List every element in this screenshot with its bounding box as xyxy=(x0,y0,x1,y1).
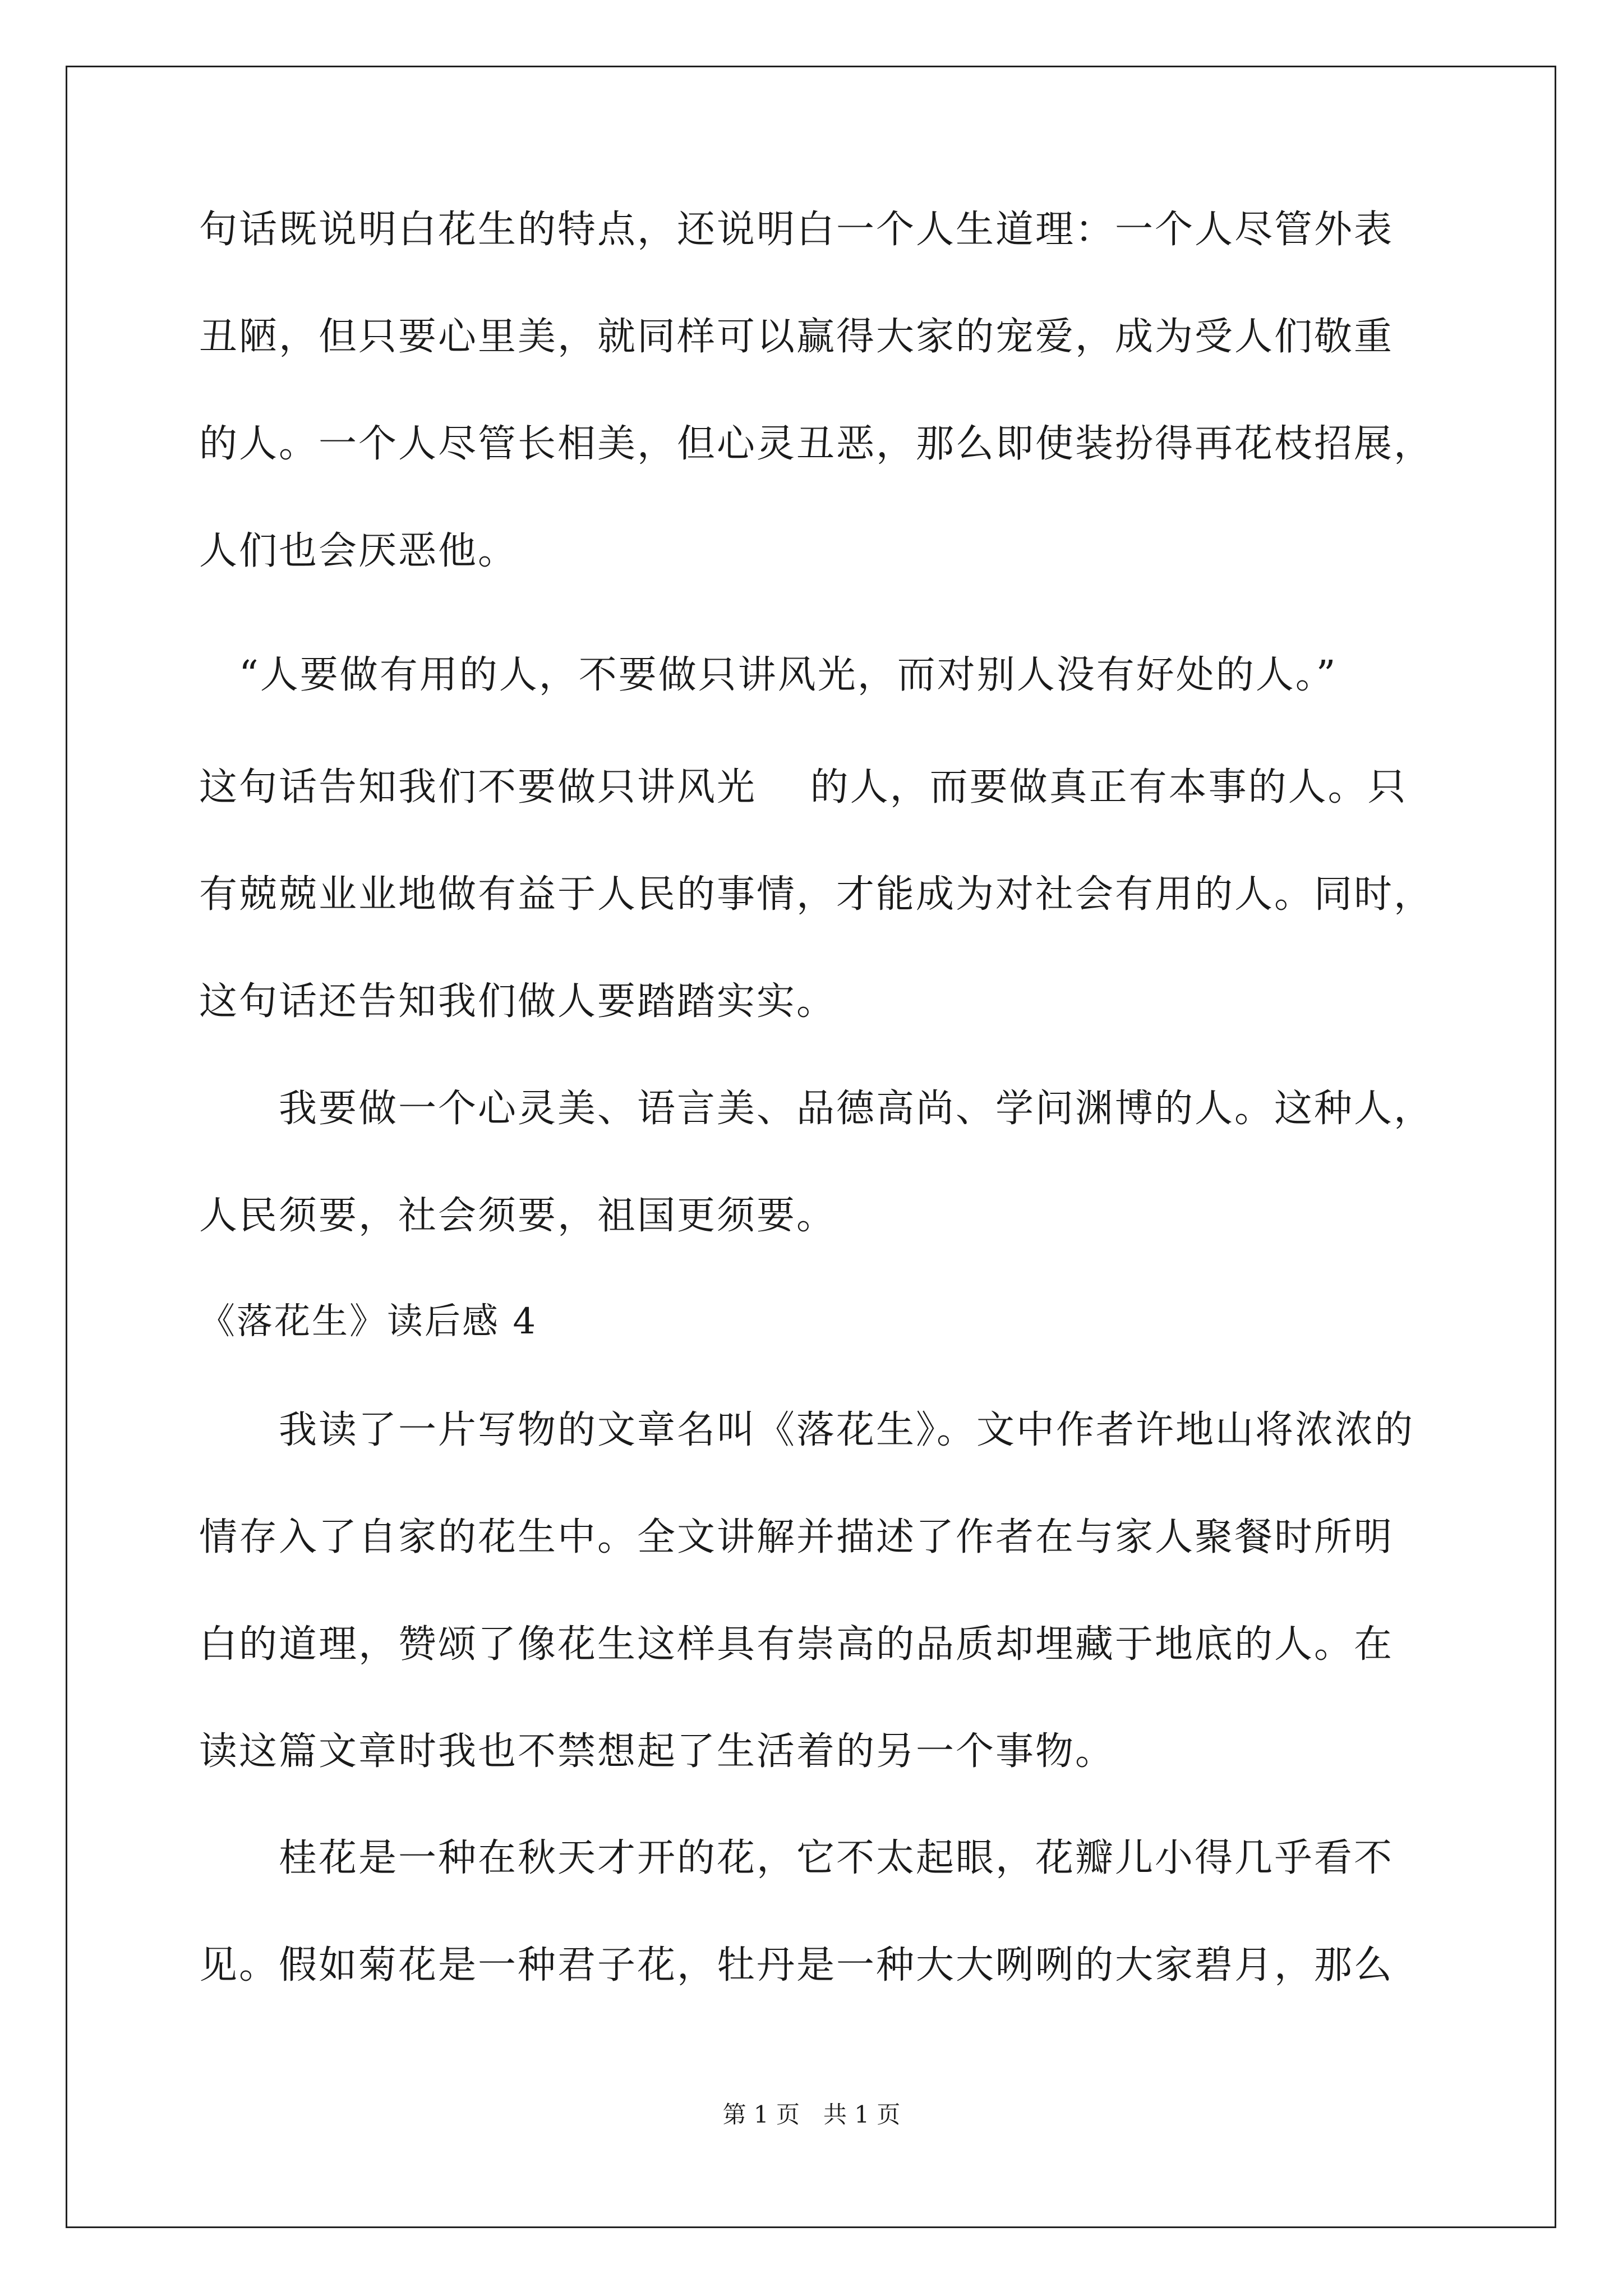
text-line: 我要做一个心灵美、语言美、品德高尚、学问渊博的人。这种人， xyxy=(199,1087,1434,1131)
text-line: 人们也会厌恶他。 xyxy=(199,529,518,573)
text-line: 这句话还告知我们做人要踏踏实实。 xyxy=(199,979,837,1024)
page-footer: 第 1 页 共 1 页 xyxy=(722,2101,901,2128)
text-line: 读这篇文章时我也不禁想起了生活着的另一个事物。 xyxy=(199,1729,1115,1774)
text-line: 人民须要，社会须要，祖国更须要。 xyxy=(199,1194,837,1238)
text-line: 丑陋，但只要心里美，就同样可以赢得大家的宠爱，成为受人们敬重 xyxy=(199,315,1394,359)
text-line: 的人。一个人尽管长相美，但心灵丑恶，那么即使装扮得再花枝招展， xyxy=(199,422,1434,466)
text-line: 有兢兢业业地做有益于人民的事情，才能成为对社会有用的人。同时， xyxy=(199,872,1434,917)
text-line: 句话既说明白花生的特点，还说明白一个人生道理：一个人尽管外表 xyxy=(199,208,1394,252)
text-line: 情存入了自家的花生中。全文讲解并描述了作者在与家人聚餐时所明 xyxy=(199,1515,1394,1559)
text-line: 这句话告知我们不要做只讲风光 的人，而要做真正有本事的人。只 xyxy=(199,765,1408,809)
text-line: “人要做有用的人，不要做只讲风光，而对别人没有好处的人。” xyxy=(199,653,1338,697)
page-border xyxy=(66,66,1556,2228)
section-heading: 《落花生》读后感 4 xyxy=(199,1301,538,1342)
text-line: 白的道理，赞颂了像花生这样具有崇高的品质却埋藏于地底的人。在 xyxy=(199,1622,1394,1667)
text-line: 见。假如菊花是一种君子花，牡丹是一种大大咧咧的大家碧月，那么 xyxy=(199,1943,1394,1987)
text-line: 我读了一片写物的文章名叫《落花生》。文中作者许地山将浓浓的 xyxy=(199,1408,1415,1452)
text-line: 桂花是一种在秋天才开的花，它不太起眼，花瓣儿小得几乎看不 xyxy=(199,1836,1394,1880)
